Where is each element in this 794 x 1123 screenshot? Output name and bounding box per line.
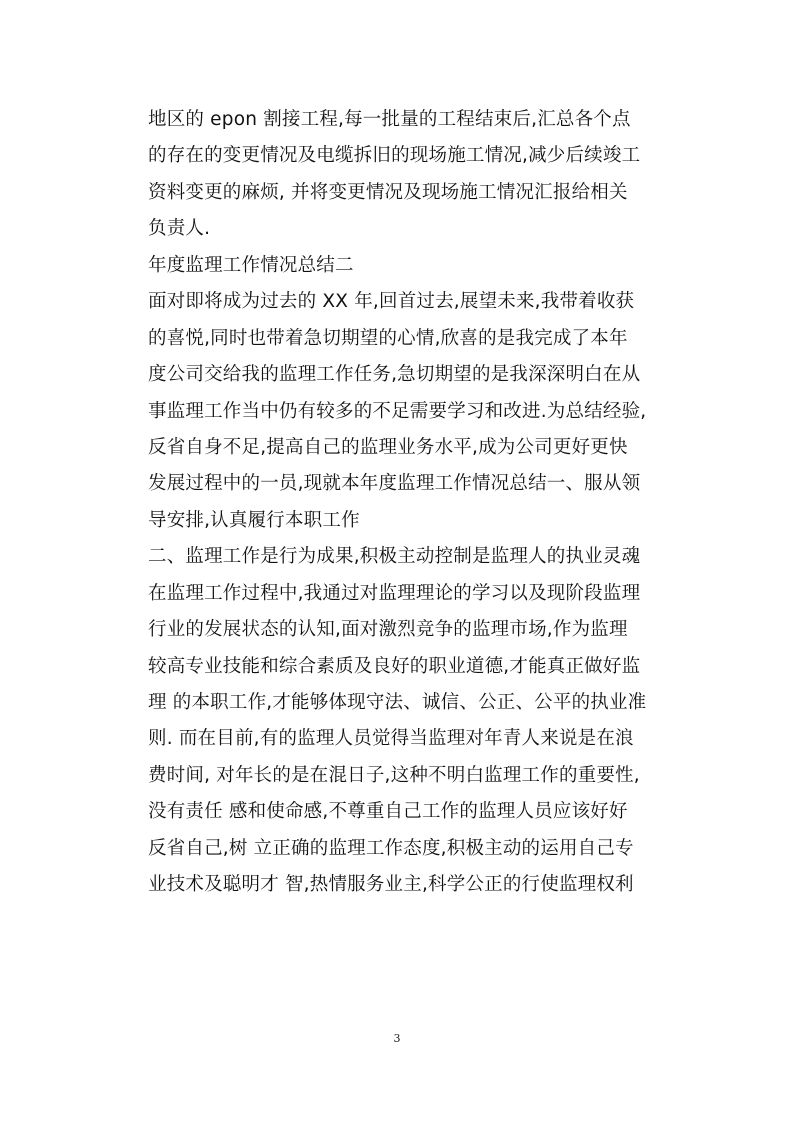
text-line: 行业的发展状态的认知,面对激烈竞争的监理市场,作为监理	[148, 619, 628, 641]
text-line: 发展过程中的一员,现就本年度监理工作情况总结一、服从领	[148, 473, 641, 495]
section-heading: 年度监理工作情况总结二	[148, 254, 354, 276]
text-line: 费时间, 对年长的是在混日子,这种不明白监理工作的重要性,	[148, 764, 640, 786]
text-line: 业技术及聪明才 智,热情服务业主,科学公正的行使监理权利	[148, 874, 634, 896]
text-line: 则. 而在目前,有的监理人员觉得当监理对年青人来说是在浪	[148, 728, 634, 750]
text-line: 的喜悦,同时也带着急切期望的心情,欣喜的是我完成了本年	[148, 327, 628, 349]
text-line: 在监理工作过程中,我通过对监理理论的学习以及现阶段监理	[148, 582, 641, 604]
text-line: 负责人.	[148, 218, 211, 240]
body-text	[148, 102, 658, 904]
text-line: 的存在的变更情况及电缆拆旧的现场施工情况,减少后续竣工	[148, 145, 641, 167]
text-line: 二、监理工作是行为成果,积极主动控制是监理人的执业灵魂	[148, 546, 641, 568]
text-line: 反省自己,树 立正确的监理工作态度,积极主动的运用自己专	[148, 837, 634, 859]
text-line: 理 的本职工作,才能够体现守法、诚信、公正、公平的执业准	[148, 692, 647, 713]
text-line: 事监理工作当中仍有较多的不足需要学习和改进.为总结经验,	[148, 400, 647, 422]
text-line: 面对即将成为过去的 XX 年,回首过去,展望未来,我带着收获	[148, 291, 635, 313]
text-line: 资料变更的麻烦, 并将变更情况及现场施工情况汇报给相关	[148, 181, 628, 203]
text-line: 地区的 epon 割接工程,每一批量的工程结束后,汇总各个点	[148, 109, 631, 130]
text-line: 度公司交给我的监理工作任务,急切期望的是我深深明白在从	[148, 364, 641, 386]
page-number: 3	[393, 1032, 401, 1045]
text-line: 较高专业技能和综合素质及良好的职业道德,才能真正做好监	[148, 655, 641, 677]
text-line: 没有责任 感和使命感,不尊重自己工作的监理人员应该好好	[148, 801, 628, 823]
text-line: 导安排,认真履行本职工作	[148, 509, 360, 531]
text-line: 反省自身不足,提高自己的监理业务水平,成为公司更好更快	[148, 436, 628, 458]
